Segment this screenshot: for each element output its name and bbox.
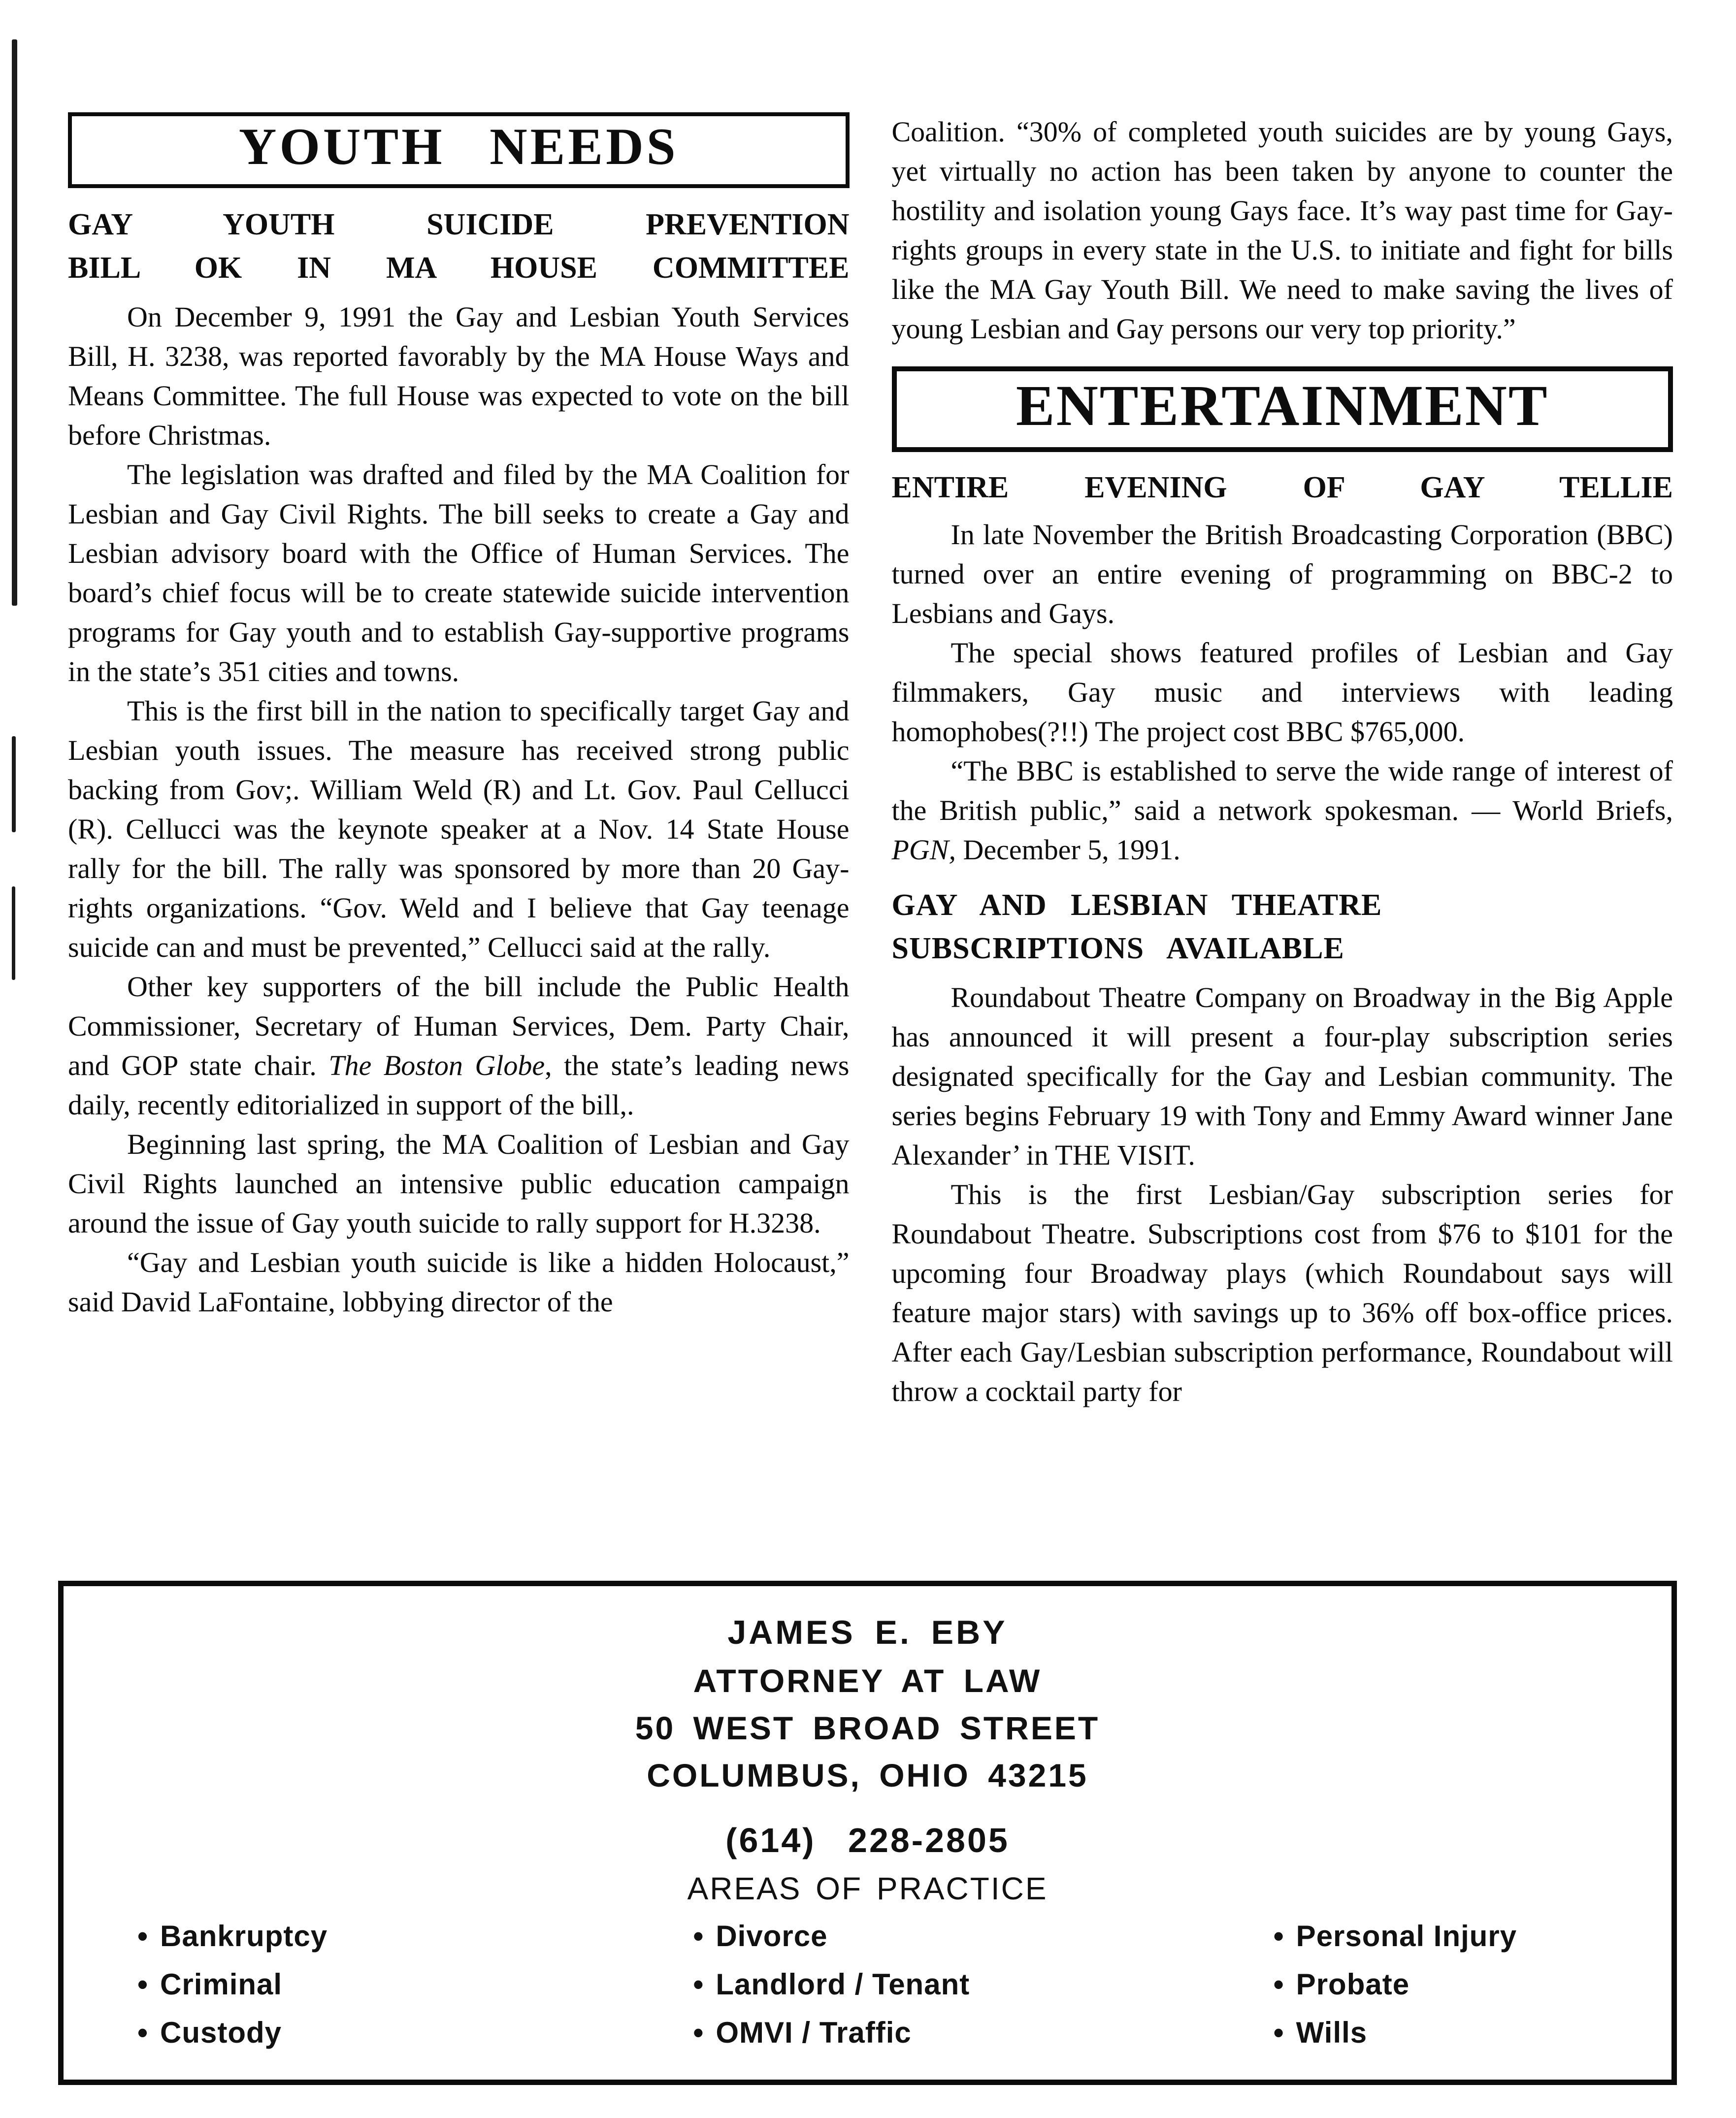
ad-practice-item <box>137 1919 599 1954</box>
ad-practice-item <box>1274 1919 1671 1954</box>
headline-line: GAY YOUTH SUICIDE PREVENTION <box>68 208 850 241</box>
headline-line: BILL OK IN MA HOUSE COMMITTEE <box>68 251 850 285</box>
bullet-icon: • <box>693 1968 704 2001</box>
gay-tellie-headline <box>892 466 1673 509</box>
practice-label: Divorce <box>716 1920 828 1953</box>
practice-label: Custody <box>160 2016 282 2049</box>
article-paragraph: Beginning last spring, the MA Coalition of Lesbian and Gay Civil Rights launched an intensive public education campaign around the issue of Gay youth suicide to rally support for H.3238. <box>68 1128 850 1239</box>
article-paragraph: Other key supporters of the bill include the Public Health Commissioner, Secretary of Human Services, Dem. Party Chair, and GOP state chair. The Boston Globe, the state’s leading news daily, recently editorialized in support of the bill,. <box>68 971 850 1121</box>
bullet-icon: • <box>1273 2016 1284 2049</box>
ad-practice-item <box>1274 2016 1671 2050</box>
ad-practice-column <box>1136 1919 1671 2050</box>
practice-label: Criminal <box>160 1968 283 2001</box>
article-paragraph: “Gay and Lesbian youth suicide is like a hidden Holocaust,” said David LaFontaine, lobbying director of the <box>68 1246 850 1318</box>
entertainment-section-title: ENTERTAINMENT <box>1015 373 1549 438</box>
scan-artifact-line <box>12 39 17 606</box>
article-paragraph: This is the first bill in the nation to specifically target Gay and Lesbian youth issues. The measure has received strong public backing from Gov;. William Weld (R) and Lt. Gov. Paul Cellucci (R). Cellucci was the keynote speaker at a Nov. 14 State House rally for the bill. The rally was sponsored by more than 20 Gay-rights organizations. “Gov. Weld and I believe that Gay teenage suicide can and must be prevented,” Cellucci said at the rally. <box>68 695 850 963</box>
headline-line: ENTIRE EVENING OF GAY TELLIE <box>891 471 1673 504</box>
headline-line: SUBSCRIPTIONS AVAILABLE <box>891 932 1344 965</box>
article-paragraph: The special shows featured profiles of Lesbian and Gay filmmakers, Gay music and interviews with leading homophobes(?!!) The project cost BBC $765,000. <box>891 637 1673 748</box>
article-paragraph: On December 9, 1991 the Gay and Lesbian Youth Services Bill, H. 3238, was reported favorably by the MA House Ways and Means Committee. The full House was expected to vote on the bill before Christmas. <box>68 301 850 451</box>
bullet-icon: • <box>1273 1968 1284 2001</box>
bullet-icon: • <box>137 2016 149 2049</box>
practice-label: Wills <box>1296 2016 1368 2049</box>
bullet-icon: • <box>693 2016 704 2049</box>
ad-practice-column <box>599 1919 1135 2050</box>
article-paragraph: The legislation was drafted and filed by the MA Coalition for Lesbian and Gay Civil Rights. The bill seeks to create a Gay and Lesbian advisory board with the Office of Human Services. The board’s chief focus will be to create statewide suicide intervention programs for Gay youth and to establish Gay-supportive programs in the state’s 351 cities and towns. <box>68 458 850 687</box>
scan-artifact-line <box>12 886 15 980</box>
ad-practice-item <box>693 1919 1135 1954</box>
practice-label: Landlord / Tenant <box>716 1968 970 2001</box>
ad-attorney-title: ATTORNEY AT LAW <box>693 1662 1042 1699</box>
ad-practice-item <box>693 1967 1135 2002</box>
ad-practice-item <box>693 2016 1135 2050</box>
article-paragraph: Roundabout Theatre Company on Broadway in the Big Apple has announced it will present a four-play subscription series designated specifically for the Gay and Lesbian community. The series begins February 19 with Tony and Emmy Award winner Jane Alexander’ in THE VISIT. <box>891 981 1673 1171</box>
ad-practice-item <box>137 2016 599 2050</box>
article-paragraph: “The BBC is established to serve the wide range of interest of the British public,” said a network spokesman. — World Briefs, PGN, December 5, 1991. <box>891 755 1673 866</box>
scan-artifact-line <box>12 736 16 832</box>
headline-line: GAY AND LESBIAN THEATRE <box>891 888 1382 922</box>
ad-practice-column <box>64 1919 599 2050</box>
ad-practice-item <box>137 1967 599 2002</box>
ad-practice-areas <box>64 1919 1671 2050</box>
attorney-ad-box <box>58 1581 1677 2085</box>
youth-needs-section-box <box>68 112 850 188</box>
article-paragraph: This is the first Lesbian/Gay subscription series for Roundabout Theatre. Subscriptions cost from $76 to $101 for the upcoming four Broadway plays (which Roundabout says will feature major stars) with savings up to 36% off box-office prices. After each Gay/Lesbian subscription performance, Roundabout will throw a cocktail party for <box>891 1178 1673 1407</box>
bullet-icon: • <box>693 1920 704 1953</box>
continuation-paragraph: Coalition. “30% of completed youth suicides are by young Gays, yet virtually no action has been taken by anyone to counter the hostility and isolation young Gays face. It’s way past time for Gay-rights groups in every state in the U.S. to initiate and fight for bills like the MA Gay Youth Bill. We need to make saving the lives of young Lesbian and Gay persons our very top priority.” <box>891 116 1673 345</box>
ad-attorney-name: JAMES E. EBY <box>727 1614 1008 1651</box>
bullet-icon: • <box>137 1920 149 1953</box>
left-column <box>68 112 850 1322</box>
ad-areas-heading: AREAS OF PRACTICE <box>687 1871 1048 1906</box>
right-column <box>892 112 1673 1411</box>
bullet-icon: • <box>1273 1920 1284 1953</box>
ad-address-line-2: COLUMBUS, OHIO 43215 <box>647 1757 1088 1793</box>
suicide-bill-headline <box>68 203 850 290</box>
entertainment-section-box <box>892 366 1673 452</box>
ad-address-line-1: 50 WEST BROAD STREET <box>635 1710 1100 1746</box>
bullet-icon: • <box>137 1968 149 2001</box>
practice-label: Personal Injury <box>1296 1920 1517 1953</box>
youth-needs-section-title: YOUTH NEEDS <box>238 118 679 175</box>
ad-phone-number: (614) 228-2805 <box>725 1821 1010 1859</box>
article-paragraph: In late November the British Broadcasting Corporation (BBC) turned over an entire evening of programming on BBC-2 to Lesbians and Gays. <box>891 519 1673 629</box>
practice-label: Probate <box>1296 1968 1410 2001</box>
theatre-subscriptions-headline <box>892 883 1673 970</box>
practice-label: Bankruptcy <box>160 1920 328 1953</box>
practice-label: OMVI / Traffic <box>716 2016 912 2049</box>
ad-practice-item <box>1274 1967 1671 2002</box>
